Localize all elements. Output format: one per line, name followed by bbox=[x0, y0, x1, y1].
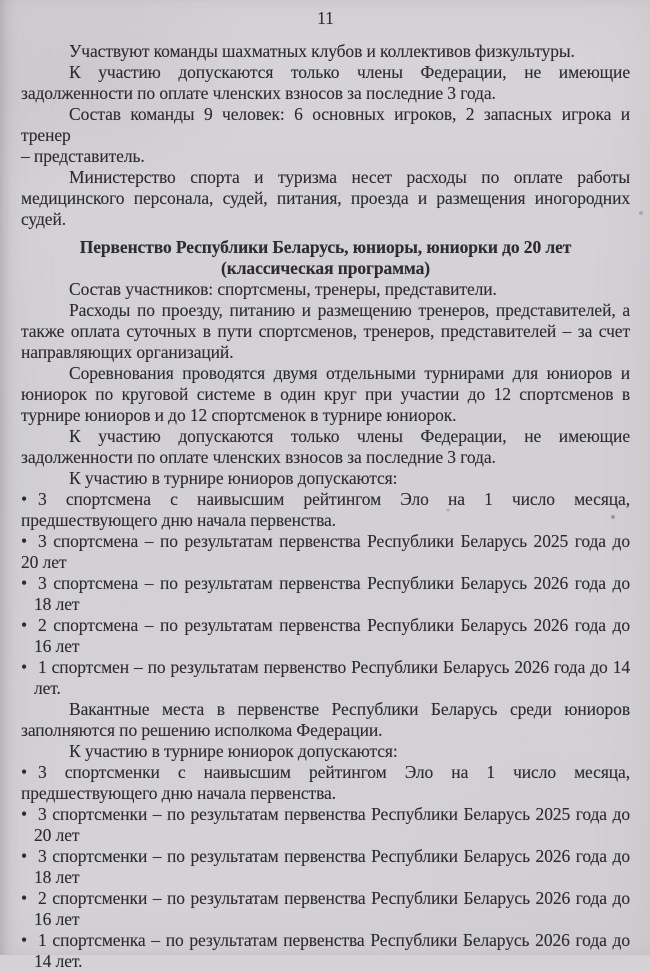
paragraph-line: К участию допускаются только члены Федерации, не имеющие bbox=[69, 426, 630, 446]
bullet-text-continuation: 18 лет bbox=[34, 594, 80, 614]
bullet-text-continuation: 14 лет. bbox=[34, 951, 83, 971]
bullet-item bbox=[21, 930, 630, 951]
bullet-icon: • bbox=[21, 531, 28, 551]
bullet-text: 1 спортсменка – по результатам первенства Республики Беларусь 2026 года до bbox=[38, 930, 630, 950]
bullet-text-continuation: 20 лет bbox=[21, 552, 67, 572]
bullet-text: 3 спортсмена с наивысшим рейтингом Эло на 1 число месяца, bbox=[38, 489, 630, 509]
bullet-text-continuation: лет. bbox=[34, 678, 61, 698]
girls-list-intro: К участию в турнире юниорок допускаются: bbox=[69, 741, 398, 761]
paragraph-line: задолженности по оплате членских взносов за последние 3 года. bbox=[21, 83, 496, 103]
paragraph-line: Министерство спорта и туризма несет расходы по оплате работы bbox=[69, 167, 630, 187]
paragraph-line: Соревнования проводятся двумя отдельными турнирами для юниоров и bbox=[69, 363, 630, 383]
paragraph-line: судей. bbox=[21, 209, 66, 229]
bullet-item bbox=[21, 846, 630, 867]
bullet-icon: • bbox=[21, 615, 28, 635]
bullet-item bbox=[21, 888, 630, 909]
bullet-item bbox=[21, 615, 630, 636]
bullet-text: 3 спортсмена – по результатам первенства Республики Беларусь 2025 года до bbox=[38, 531, 630, 551]
paragraph-line: Вакантные места в первенстве Республики Беларусь среди юниоров bbox=[69, 699, 630, 719]
bullet-icon: • bbox=[21, 762, 28, 782]
paragraph-line: Участвуют команды шахматных клубов и коллективов физкультуры. bbox=[69, 41, 575, 61]
bullet-icon: • bbox=[21, 573, 28, 593]
paragraph-line: юниорок по круговой системе в один круг при участии до 12 спортсменов в bbox=[21, 384, 630, 404]
paragraph-line: направляющих организаций. bbox=[21, 342, 234, 362]
section-subtitle: (классическая программа) bbox=[220, 258, 431, 278]
bullet-item bbox=[21, 573, 630, 594]
bullet-text-continuation: 20 лет bbox=[34, 825, 80, 845]
bullet-text-continuation: 16 лет bbox=[34, 636, 80, 656]
bullet-text: 3 спортсменки – по результатам первенства Республики Беларусь 2025 года до bbox=[38, 804, 630, 824]
bullet-icon: • bbox=[21, 846, 28, 866]
bullet-text-continuation: предшествующего дню начала первенства. bbox=[21, 510, 336, 530]
bullet-item bbox=[21, 762, 630, 783]
bullet-icon: • bbox=[21, 930, 28, 950]
paragraph-line: К участию допускаются только члены Федерации, не имеющие bbox=[69, 62, 630, 82]
bullet-text: 3 спортсмена – по результатам первенства Республики Беларусь 2026 года до bbox=[38, 573, 630, 593]
paragraph-line: заполняются по решению исполкома Федерации. bbox=[21, 720, 383, 740]
paragraph-line: задолженности по оплате членских взносов за последние 3 года. bbox=[21, 447, 496, 467]
paragraph-line: медицинского персонала, судей, питания, проезда и размещения иногородних bbox=[21, 188, 630, 208]
bullet-text: 3 спортсменки с наивысшим рейтингом Эло на 1 число месяца, bbox=[38, 762, 630, 782]
bullet-item bbox=[21, 657, 630, 678]
juniors-list-intro: К участию в турнире юниоров допускаются: bbox=[69, 468, 398, 488]
bullet-item bbox=[21, 531, 630, 552]
paragraph-line: турнире юниоров и до 12 спортсменок в турнире юниорок. bbox=[21, 405, 457, 425]
bullet-icon: • bbox=[21, 804, 28, 824]
bullet-text: 3 спортсменки – по результатам первенства Республики Беларусь 2026 года до bbox=[38, 846, 630, 866]
paragraph-line: Состав команды 9 человек: 6 основных игроков, 2 запасных игрока и тренер bbox=[21, 104, 630, 145]
bullet-text: 1 спортсмен – по результатам первенство Республики Беларусь 2026 года до 14 bbox=[38, 657, 630, 677]
section-title: Первенство Республики Беларусь, юниоры, юниорки до 20 лет bbox=[79, 237, 572, 257]
bullet-icon: • bbox=[21, 657, 28, 677]
bullet-item bbox=[21, 804, 630, 825]
paragraph-line: Расходы по проезду, питанию и размещению тренеров, представителей, а bbox=[69, 300, 630, 320]
paragraph-line: Состав участников: спортсмены, тренеры, представители. bbox=[69, 279, 497, 299]
bullet-text: 2 спортсменки – по результатам первенства Республики Беларусь 2026 года до bbox=[38, 888, 630, 908]
bullet-text-continuation: 18 лет bbox=[34, 867, 80, 887]
bullet-item bbox=[21, 489, 630, 510]
bullet-text: 2 спортсмена – по результатам первенства Республики Беларусь 2026 года до bbox=[38, 615, 630, 635]
page-number: 11 bbox=[317, 8, 334, 28]
bullet-icon: • bbox=[21, 888, 28, 908]
bullet-text-continuation: предшествующего дню начала первенства. bbox=[21, 783, 336, 803]
paragraph-line: – представитель. bbox=[21, 146, 145, 166]
scan-noise-specks bbox=[0, 0, 2, 2]
paragraph-line: также оплата суточных в пути спортсменов, тренеров, представителей – за счет bbox=[21, 321, 630, 341]
bullet-icon: • bbox=[21, 489, 28, 509]
bullet-text-continuation: 16 лет bbox=[34, 909, 80, 929]
